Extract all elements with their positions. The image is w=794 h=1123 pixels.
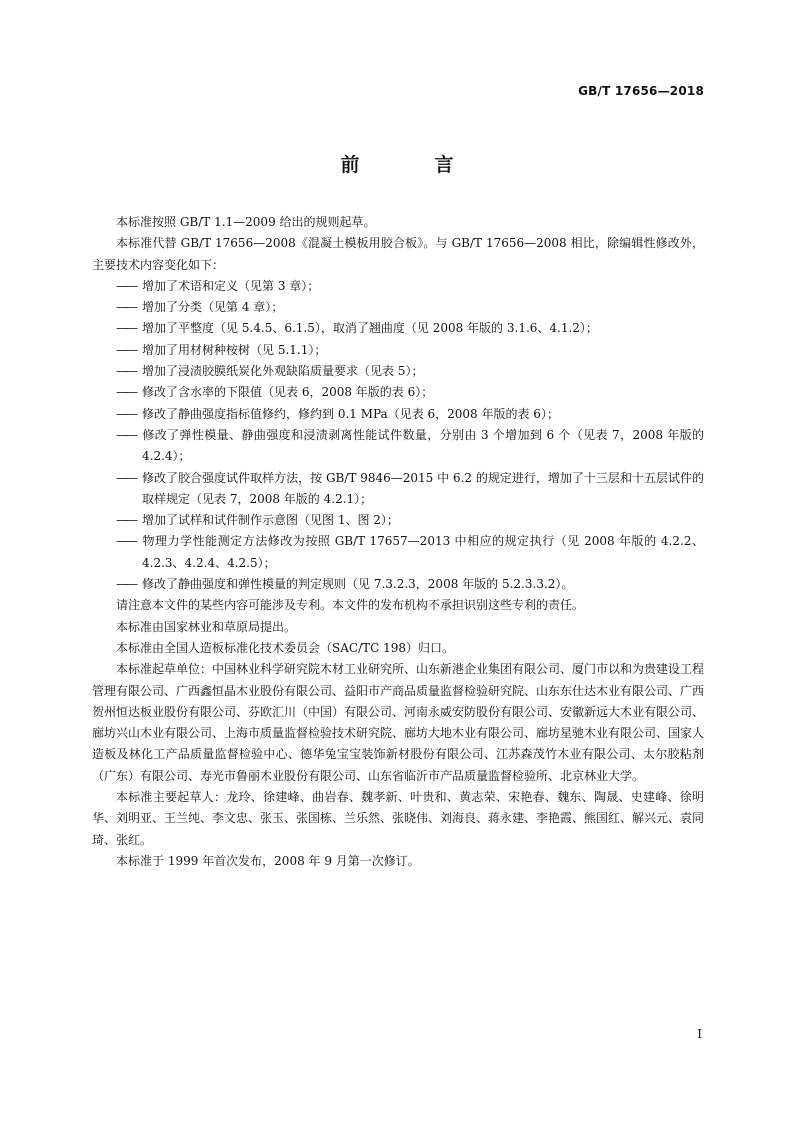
dash-marker: —— <box>116 342 136 357</box>
paragraph-drafting-rules: 本标准按照 GB/T 1.1—2009 给出的规则起草。 <box>116 215 376 229</box>
list-item-text: 修改了静曲强度和弹性模量的判定规则（见 7.3.2.3，2008 年版的 5.2.3.3.2）。 <box>142 577 574 592</box>
standard-code: GB/T 17656—2018 <box>578 84 704 98</box>
page-title: 前 言 <box>340 154 482 176</box>
list-item-text: 修改了弹性模量、静曲强度和浸渍剥离性能试件数量，分别由 3 个增加到 6 个（见表 7，2008 年版的 4.2.4）； <box>142 427 704 464</box>
list-item <box>92 531 704 574</box>
list-item-text: 增加了分类（见第 4 章）； <box>142 300 284 315</box>
list-item <box>92 297 704 318</box>
dash-marker: —— <box>116 427 136 442</box>
dash-marker: —— <box>116 300 136 315</box>
list-item <box>92 340 704 361</box>
paragraph-patent-notice: 请注意本文件的某些内容可能涉及专利。本文件的发布机构不承担识别这些专利的责任。 <box>116 598 585 613</box>
list-item <box>92 361 704 382</box>
list-item <box>92 510 704 531</box>
dash-marker: —— <box>116 364 136 379</box>
dash-marker: —— <box>116 577 136 592</box>
dash-marker: —— <box>116 406 136 421</box>
list-item-text: 修改了胶合强度试件取样方法，按 GB/T 9846—2015 中 6.2 的规定进行，增加了十三层和十五层试件的取样规定（见表 7，2008 年版的 4.2.1）； <box>142 470 704 506</box>
dash-marker: —— <box>116 534 136 549</box>
list-item-text: 增加了浸渍胶膜纸炭化外观缺陷质量要求（见表 5）； <box>142 364 424 379</box>
list-item <box>92 468 704 511</box>
dash-marker: —— <box>116 470 136 485</box>
list-item-text: 修改了静曲强度指标值修约，修约到 0.1 MPa（见表 6，2008 年版的表 6）； <box>142 406 559 421</box>
list-item-text: 增加了用材树种桉树（见 5.1.1）； <box>142 342 327 357</box>
list-item-text: 增加了术语和定义（见第 3 章）； <box>142 278 320 293</box>
list-item-text: 增加了试样和试件制作示意图（见图 1、图 2）； <box>142 513 399 528</box>
dash-marker: —— <box>116 321 136 336</box>
list-item-text: 增加了平整度（见 5.4.5、6.1.5），取消了翘曲度（见 2008 年版的 3.1.6、4.1.2）； <box>142 321 598 336</box>
foreword-body <box>92 212 704 872</box>
paragraph-drafters: 本标准主要起草人：龙玲、徐建峰、曲岩春、魏孝新、叶贵和、黄志荣、宋艳春、魏东、陶晟、史建峰、徐明华、刘明亚、王兰纯、李文忠、张玉、张国栋、兰乐然、张晓伟、刘海良、蒋永建、李艳霞、熊国红、解兴元、袁同琦、张红。 <box>92 790 705 847</box>
paragraph-replaces: 本标准代替 GB/T 17656—2008《混凝土模板用胶合板》。与 GB/T 17656—2008 相比，除编辑性修改外，主要技术内容变化如下： <box>92 236 704 272</box>
list-item <box>92 318 704 339</box>
dash-marker: —— <box>116 385 136 400</box>
list-item-text: 修改了含水率的下限值（见表 6，2008 年版的表 6）； <box>142 385 434 400</box>
paragraph-drafting-organizations: 本标准起草单位：中国林业科学研究院木材工业研究所、山东新港企业集团有限公司、厦门市以和为贵建设工程管理有限公司、广西鑫恒晶木业股份有限公司、益阳市产商品质量监督检验研究院、山东东仕达木业有限公司、广西贺州恒达板业股份有限公司、芬欧汇川（中国）有限公司、河南永威安防股份有限公司、安徽新远大木业有限公司、廊坊兴山木业有限公司、上海市质量监督检验技术研究院、廊坊大地木业有限公司、廊坊星驰木业有限公司、国家人造板及林化工产品质量监督检验中心、德华兔宝宝装饰新材股份有限公司、江苏森茂竹木业有限公司、太尔胶粘剂（广东）有限公司、寿光市鲁丽木业股份有限公司、山东省临沂市产品质量监督检验所、北京林业大学。 <box>92 662 705 783</box>
paragraph-technical-committee: 本标准由全国人造板标准化技术委员会（SAC/TC 198）归口。 <box>116 640 455 655</box>
paragraph-proposed-by: 本标准由国家林业和草原局提出。 <box>116 619 297 634</box>
dash-marker: —— <box>116 278 136 293</box>
page-number: I <box>697 1027 702 1041</box>
paragraph-publication-history: 本标准于 1999 年首次发布，2008 年 9 月第一次修订。 <box>116 853 420 868</box>
list-item <box>92 425 704 468</box>
changes-list <box>92 276 704 595</box>
list-item-text: 物理力学性能测定方法修改为按照 GB/T 17657—2013 中相应的规定执行（见 2008 年版的 4.2.2、4.2.3、4.2.4、4.2.5）； <box>142 534 704 570</box>
list-item <box>92 404 704 425</box>
dash-marker: —— <box>116 513 136 528</box>
list-item <box>92 382 704 403</box>
list-item <box>92 276 704 297</box>
list-item <box>92 574 704 595</box>
